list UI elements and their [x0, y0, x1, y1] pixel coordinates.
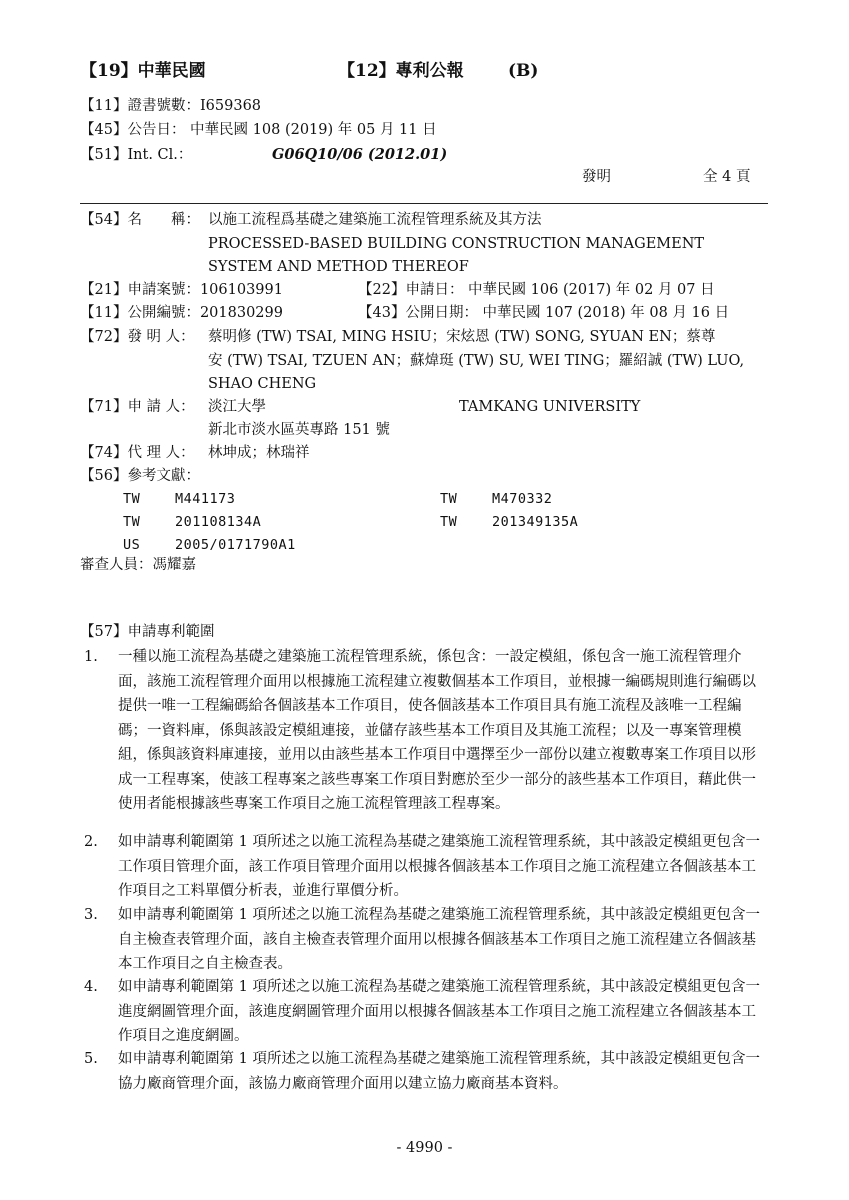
claim-number: 2.	[84, 834, 98, 850]
reference-number: 201108134A	[175, 514, 262, 530]
examiner: 審查人員：馮耀嘉	[80, 557, 196, 573]
kind-code: (B)	[508, 61, 539, 81]
agent-label: 【74】代 理 人：	[80, 445, 195, 461]
claim-text: 一種以施工流程為基礎之建築施工流程管理系統，係包含：一設定模組，係包含一施工流程管理介面，該施工流程管理介面用以根據施工流程建立複數個基本工作項目，並根據一編碼規則進行編碼以提供一唯一工程編碼給各個該基本工作項目，使各個該基本工作項目具有施工流程及該唯一工程編碼；一資料庫，係與該設定模組連接，並儲存該些基本工作項目及其施工流程；以及一專案管理模組，係與該資料庫連接，並用以由該些基本工作項目中選擇至少一部份以建立複數專案工作項目以形成一工程專案，使該工程專案之該些專案工作項目對應於至少一部分的該些基本工作項目，藉此供一使用者能根據該些專案工作項目之施工流程管理該工程專案。	[118, 649, 756, 812]
agent-names: 林坤成；林瑞祥	[208, 445, 310, 461]
applicant-english: TAMKANG UNIVERSITY	[459, 399, 641, 415]
reference-number: 2005/0171790A1	[175, 537, 296, 553]
claim-number: 5.	[84, 1051, 98, 1067]
title-label: 【54】名 稱：	[80, 212, 200, 228]
claim-text: 如申請專利範圍第 1 項所述之以施工流程為基礎之建築施工流程管理系統，其中該設定模組更包含一工作項目管理介面，該工作項目管理介面用以根據各個該基本工作項目之施工流程建立各個該基本工作項目之工料單價分析表，並進行單價分析。	[118, 834, 760, 899]
applicant-label: 【71】申 請 人：	[80, 399, 195, 415]
certificate-number: 【11】證書號數：I659368	[80, 98, 262, 114]
publication-number: 【11】公開編號：201830299	[80, 305, 283, 321]
reference-country: TW	[123, 491, 141, 507]
reference-number: M441173	[175, 491, 236, 507]
reference-country: US	[123, 537, 141, 553]
applicant-chinese: 淡江大學	[208, 399, 266, 415]
country-heading: 【19】中華民國	[80, 61, 206, 81]
claim-text: 如申請專利範圍第 1 項所述之以施工流程為基礎之建築施工流程管理系統，其中該設定模組更包含一進度網圖管理介面，該進度網圖管理介面用以根據各個該基本工作項目之施工流程建立各個該基本工作項目之進度網圖。	[118, 979, 760, 1044]
document-type-heading: 【12】專利公報	[338, 61, 464, 81]
references-label: 【56】參考文獻：	[80, 468, 200, 484]
int-cl-label: 【51】Int. Cl.：	[80, 147, 193, 163]
header-divider	[80, 203, 768, 204]
reference-country: TW	[440, 491, 458, 507]
patent-category: 發明	[582, 169, 611, 185]
inventor-line-1: 蔡明修 (TW) TSAI, MING HSIU；宋炫恩 (TW) SONG, SYUAN EN；蔡尊	[208, 329, 716, 345]
claims-heading: 【57】申請專利範圍	[80, 624, 215, 640]
title-english-line-2: SYSTEM AND METHOD THEREOF	[208, 259, 469, 275]
int-cl-value: G06Q10/06 (2012.01)	[272, 146, 448, 163]
claim-text: 如申請專利範圍第 1 項所述之以施工流程為基礎之建築施工流程管理系統，其中該設定模組更包含一協力廠商管理介面，該協力廠商管理介面用以建立協力廠商基本資料。	[118, 1051, 760, 1092]
reference-country: TW	[123, 514, 141, 530]
announcement-date: 【45】公告日： 中華民國 108 (2019) 年 05 月 11 日	[80, 122, 437, 138]
application-date: 【22】申請日： 中華民國 106 (2017) 年 02 月 07 日	[358, 282, 715, 298]
reference-number: M470332	[492, 491, 553, 507]
applicant-address: 新北市淡水區英專路 151 號	[208, 422, 390, 438]
title-chinese: 以施工流程爲基礎之建築施工流程管理系統及其方法	[208, 212, 542, 228]
publication-date: 【43】公開日期： 中華民國 107 (2018) 年 08 月 16 日	[358, 305, 730, 321]
inventor-label: 【72】發 明 人：	[80, 329, 195, 345]
page-number: - 4990 -	[396, 1140, 453, 1156]
page-count: 全 4 頁	[703, 169, 751, 185]
inventor-line-3: SHAO CHENG	[208, 376, 317, 392]
claim-number: 1.	[84, 649, 98, 665]
claim-number: 3.	[84, 907, 98, 923]
claim-number: 4.	[84, 979, 98, 995]
title-english-line-1: PROCESSED-BASED BUILDING CONSTRUCTION MANAGEMENT	[208, 236, 705, 252]
inventor-line-2: 安 (TW) TSAI, TZUEN AN；蘇煒珽 (TW) SU, WEI TING；羅紹誠 (TW) LUO,	[208, 353, 745, 369]
claim-text: 如申請專利範圍第 1 項所述之以施工流程為基礎之建築施工流程管理系統，其中該設定模組更包含一自主檢查表管理介面，該自主檢查表管理介面用以根據各個該基本工作項目之施工流程建立各個該基本工作項目之自主檢查表。	[118, 907, 760, 972]
application-number: 【21】申請案號：106103991	[80, 282, 283, 298]
reference-country: TW	[440, 514, 458, 530]
reference-number: 201349135A	[492, 514, 579, 530]
